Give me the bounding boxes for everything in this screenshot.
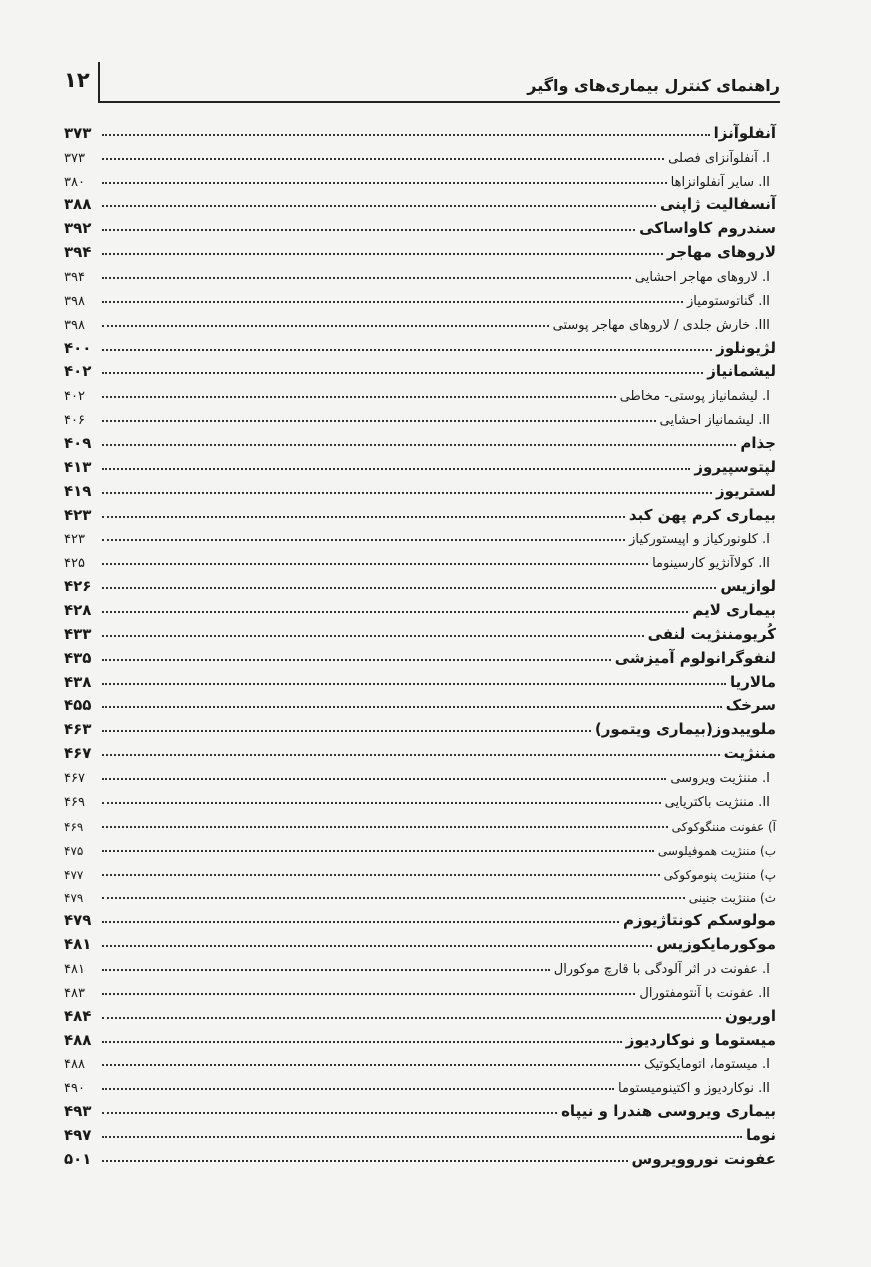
toc-entry-title: II. لیشمانیاز احشایی xyxy=(659,413,770,429)
toc-entry-title: عفونت نوروویروس xyxy=(631,1149,776,1168)
toc-entry-title: آنفلوآنزا xyxy=(713,123,776,142)
toc-entry-page: ۴۸۱ xyxy=(64,961,85,977)
toc-entry-title: ث) مننژیت جنینی xyxy=(688,891,776,906)
toc-entry-title: لنفوگرانولوم آمیزشی xyxy=(614,648,776,667)
toc-entry xyxy=(64,404,776,428)
toc-entry xyxy=(64,905,776,929)
dot-leader xyxy=(102,468,690,470)
toc-entry-title: لژیونلوز xyxy=(716,338,776,357)
toc-entry-title: مننژیت xyxy=(723,744,776,763)
toc-entry-page: ۳۹۸ xyxy=(64,293,85,309)
toc-entry-page: ۴۰۶ xyxy=(64,413,85,429)
toc-entry-page: ۴۸۳ xyxy=(64,985,85,1001)
toc-entry-title: سرخک xyxy=(725,696,776,715)
toc-entry-title: آنسفالیت ژاپنی xyxy=(659,195,776,214)
toc-entry xyxy=(64,190,776,214)
dot-leader xyxy=(102,969,550,971)
dot-leader xyxy=(102,372,703,374)
dot-leader xyxy=(102,659,611,661)
dot-leader xyxy=(102,492,712,494)
dot-leader xyxy=(102,1160,628,1162)
toc-entry-title: آ) عفونت مننگوکوکی xyxy=(671,819,776,834)
toc-entry-page: ۴۸۱ xyxy=(64,935,92,954)
toc-entry-title: مالاریا xyxy=(730,672,776,691)
toc-entry-page: ۴۰۹ xyxy=(64,434,92,453)
dot-leader xyxy=(102,1112,557,1114)
toc-entry-title: نوما xyxy=(746,1125,776,1144)
toc-entry-page: ۴۲۸ xyxy=(64,601,92,620)
toc-entry xyxy=(64,977,776,1001)
toc-entry xyxy=(64,929,776,953)
toc-entry-title: لیشمانیاز xyxy=(707,362,776,381)
dot-leader xyxy=(102,802,661,804)
toc-entry xyxy=(64,1049,776,1073)
dot-leader xyxy=(102,850,654,852)
toc-entry-title: میستوما و نوکاردیوز xyxy=(625,1030,776,1049)
toc-entry-page: ۳۹۲ xyxy=(64,219,92,238)
dot-leader xyxy=(102,921,619,923)
dot-leader xyxy=(102,420,656,422)
toc-entry-page: ۴۲۳ xyxy=(64,505,92,524)
toc-entry-page: ۴۶۷ xyxy=(64,771,85,787)
running-title: راهنمای کنترل بیماری‌های واگیر xyxy=(527,76,780,95)
toc-entry-title: لپتوسپیروز xyxy=(694,457,776,476)
dot-leader xyxy=(102,301,683,303)
toc-entry-page: ۴۲۶ xyxy=(64,577,92,596)
toc-entry xyxy=(64,1144,776,1168)
toc-entry-page: ۴۶۷ xyxy=(64,744,92,763)
toc-entry-title: I. عفونت در اثر آلودگی با قارچ موکورال xyxy=(553,961,770,977)
toc-entry-title: I. لاروهای مهاجر احشایی xyxy=(634,270,770,286)
toc-entry-page: ۴۳۳ xyxy=(64,624,92,643)
toc-entry xyxy=(64,500,776,524)
toc-entry xyxy=(64,309,776,333)
dot-leader xyxy=(102,778,666,780)
toc-entry-page: ۵۰۱ xyxy=(64,1149,92,1168)
toc-entry-page: ۴۶۳ xyxy=(64,720,92,739)
toc-entry xyxy=(64,714,776,738)
toc-entry-page: ۴۷۷ xyxy=(64,867,84,882)
dot-leader xyxy=(102,1136,742,1138)
toc-entry-page: ۴۸۸ xyxy=(64,1057,85,1073)
toc-entry xyxy=(64,213,776,237)
toc-entry-title: II. مننژیت باکتریایی xyxy=(664,794,770,810)
toc-entry xyxy=(64,1025,776,1049)
toc-entry xyxy=(64,762,776,786)
toc-entry-title: I. کلونورکیاز و اپیستورکیاز xyxy=(629,532,770,548)
toc-entry-title: ملوییدوز(بیماری ویتمور) xyxy=(594,720,776,739)
dot-leader xyxy=(102,516,625,518)
toc-entry-page: ۴۶۹ xyxy=(64,819,84,834)
toc-entry xyxy=(64,834,776,858)
toc-entry xyxy=(64,1001,776,1025)
toc-entry-title: II. گناتوستومیاز xyxy=(687,293,770,309)
toc-entry xyxy=(64,619,776,643)
toc-entry xyxy=(64,595,776,619)
dot-leader xyxy=(102,754,720,756)
dot-leader xyxy=(102,1017,721,1019)
toc-entry-title: لستریوز xyxy=(715,481,776,500)
toc-entry xyxy=(64,1072,776,1096)
toc-entry-title: جذام xyxy=(740,434,776,453)
toc-entry-title: II. سایر آنفلوانزاها xyxy=(670,174,770,190)
dot-leader xyxy=(102,158,664,160)
page-header xyxy=(58,62,780,102)
dot-leader xyxy=(102,897,685,899)
toc-entry-page: ۴۵۵ xyxy=(64,696,92,715)
dot-leader xyxy=(102,1064,640,1066)
dot-leader xyxy=(102,1041,622,1043)
toc-entry-page: ۳۷۳ xyxy=(64,150,85,166)
dot-leader xyxy=(102,205,656,207)
toc-entry-page: ۴۲۳ xyxy=(64,532,85,548)
toc-entry-title: III. خارش جلدی / لاروهای مهاجر پوستی xyxy=(552,317,770,333)
toc-entry-title: بیماری لایم xyxy=(692,601,776,620)
toc-entry-page: ۴۱۳ xyxy=(64,457,92,476)
toc-entry-page: ۴۳۵ xyxy=(64,648,92,667)
toc-entry-title: اوریون xyxy=(725,1006,776,1025)
toc-entry-title: I. میستوما، اتومایکوتیک xyxy=(643,1057,770,1073)
toc-entry-title: I. لیشمانیاز پوستی- مخاطی xyxy=(619,389,770,405)
toc-entry xyxy=(64,428,776,452)
toc-entry-page: ۳۹۸ xyxy=(64,317,85,333)
toc-entry xyxy=(64,333,776,357)
dot-leader xyxy=(102,134,710,136)
header-rule xyxy=(98,101,780,103)
toc-entry xyxy=(64,357,776,381)
toc-entry-page: ۴۹۳ xyxy=(64,1102,92,1121)
toc-entry-page: ۴۷۹ xyxy=(64,911,92,930)
dot-leader xyxy=(102,182,667,184)
toc-entry-page: ۴۰۰ xyxy=(64,338,92,357)
toc-entry xyxy=(64,524,776,548)
toc-entry-title: II. عفونت با آنتومفتورال xyxy=(639,985,770,1001)
toc-entry xyxy=(64,285,776,309)
toc-entry xyxy=(64,142,776,166)
toc-entry-title: بیماری کرم پهن کبد xyxy=(628,505,776,524)
toc-entry-page: ۴۰۲ xyxy=(64,362,92,381)
toc-entry-title: لاروهای مهاجر xyxy=(666,243,776,262)
dot-leader xyxy=(102,706,722,708)
dot-leader xyxy=(102,253,663,255)
toc-entry xyxy=(64,118,776,142)
toc-entry-page: ۴۸۸ xyxy=(64,1030,92,1049)
toc-entry xyxy=(64,882,776,906)
dot-leader xyxy=(102,587,716,589)
dot-leader xyxy=(102,993,635,995)
toc-entry-title: لوازیس xyxy=(720,577,776,596)
toc-entry-title: سندروم کاواساکی xyxy=(639,219,776,238)
toc-entry-page: ۳۹۴ xyxy=(64,270,85,286)
toc-entry xyxy=(64,547,776,571)
table-of-contents xyxy=(64,118,776,1168)
toc-entry xyxy=(64,380,776,404)
header-divider xyxy=(98,62,100,102)
toc-entry xyxy=(64,237,776,261)
toc-entry xyxy=(64,810,776,834)
toc-entry-title: مولوسکم کونتاژیوزم xyxy=(622,911,776,930)
toc-entry-page: ۴۸۴ xyxy=(64,1006,92,1025)
toc-entry-title: I. آنفلوآنزای فصلی xyxy=(668,150,770,166)
toc-entry-page: ۳۷۳ xyxy=(64,123,92,142)
toc-entry xyxy=(64,476,776,500)
dot-leader xyxy=(102,277,631,279)
toc-entry-page: ۳۹۴ xyxy=(64,243,92,262)
dot-leader xyxy=(102,229,635,231)
toc-entry xyxy=(64,452,776,476)
toc-entry-page: ۴۷۹ xyxy=(64,891,84,906)
toc-entry-page: ۴۰۲ xyxy=(64,389,85,405)
toc-entry-title: ب) مننژیت هموفیلوسی xyxy=(657,843,776,858)
toc-entry xyxy=(64,1120,776,1144)
toc-entry xyxy=(64,667,776,691)
toc-entry-title: موکورمایکوزیس xyxy=(656,935,776,954)
toc-entry xyxy=(64,643,776,667)
toc-entry-page: ۴۹۰ xyxy=(64,1081,85,1097)
toc-entry-title: بیماری ویروسی هندرا و نیپاه xyxy=(561,1102,776,1121)
dot-leader xyxy=(102,874,660,876)
toc-entry-page: ۴۷۵ xyxy=(64,843,84,858)
dot-leader xyxy=(102,396,616,398)
dot-leader xyxy=(102,826,668,828)
dot-leader xyxy=(102,349,712,351)
toc-entry-title: پ) مننژیت پنوموکوکی xyxy=(663,867,776,882)
toc-entry-page: ۳۸۰ xyxy=(64,174,85,190)
toc-entry-page: ۴۲۵ xyxy=(64,556,85,572)
dot-leader xyxy=(102,945,652,947)
toc-entry-title: کُریومننژیت لنفی xyxy=(647,624,776,643)
dot-leader xyxy=(102,444,736,446)
toc-entry xyxy=(64,166,776,190)
toc-entry xyxy=(64,261,776,285)
toc-entry-page: ۴۶۹ xyxy=(64,794,85,810)
dot-leader xyxy=(102,1088,614,1090)
toc-entry xyxy=(64,858,776,882)
page-number: ۱۲ xyxy=(64,68,90,92)
dot-leader xyxy=(102,635,644,637)
toc-entry-page: ۴۱۹ xyxy=(64,481,92,500)
toc-entry xyxy=(64,691,776,715)
toc-entry xyxy=(64,571,776,595)
toc-entry xyxy=(64,786,776,810)
toc-entry-page: ۳۸۸ xyxy=(64,195,92,214)
toc-entry-page: ۴۳۸ xyxy=(64,672,92,691)
toc-entry xyxy=(64,953,776,977)
dot-leader xyxy=(102,730,591,732)
dot-leader xyxy=(102,539,625,541)
dot-leader xyxy=(102,611,688,613)
toc-entry-title: II. کولاآنژیو کارسینوما xyxy=(652,556,770,572)
dot-leader xyxy=(102,325,549,327)
dot-leader xyxy=(102,683,726,685)
toc-entry-page: ۴۹۷ xyxy=(64,1125,92,1144)
dot-leader xyxy=(102,563,648,565)
toc-entry-title: II. نوکاردیوز و اکتینومیستوما xyxy=(618,1081,770,1097)
toc-entry-title: I. مننژیت ویروسی xyxy=(670,771,770,787)
toc-entry xyxy=(64,738,776,762)
toc-entry xyxy=(64,1096,776,1120)
